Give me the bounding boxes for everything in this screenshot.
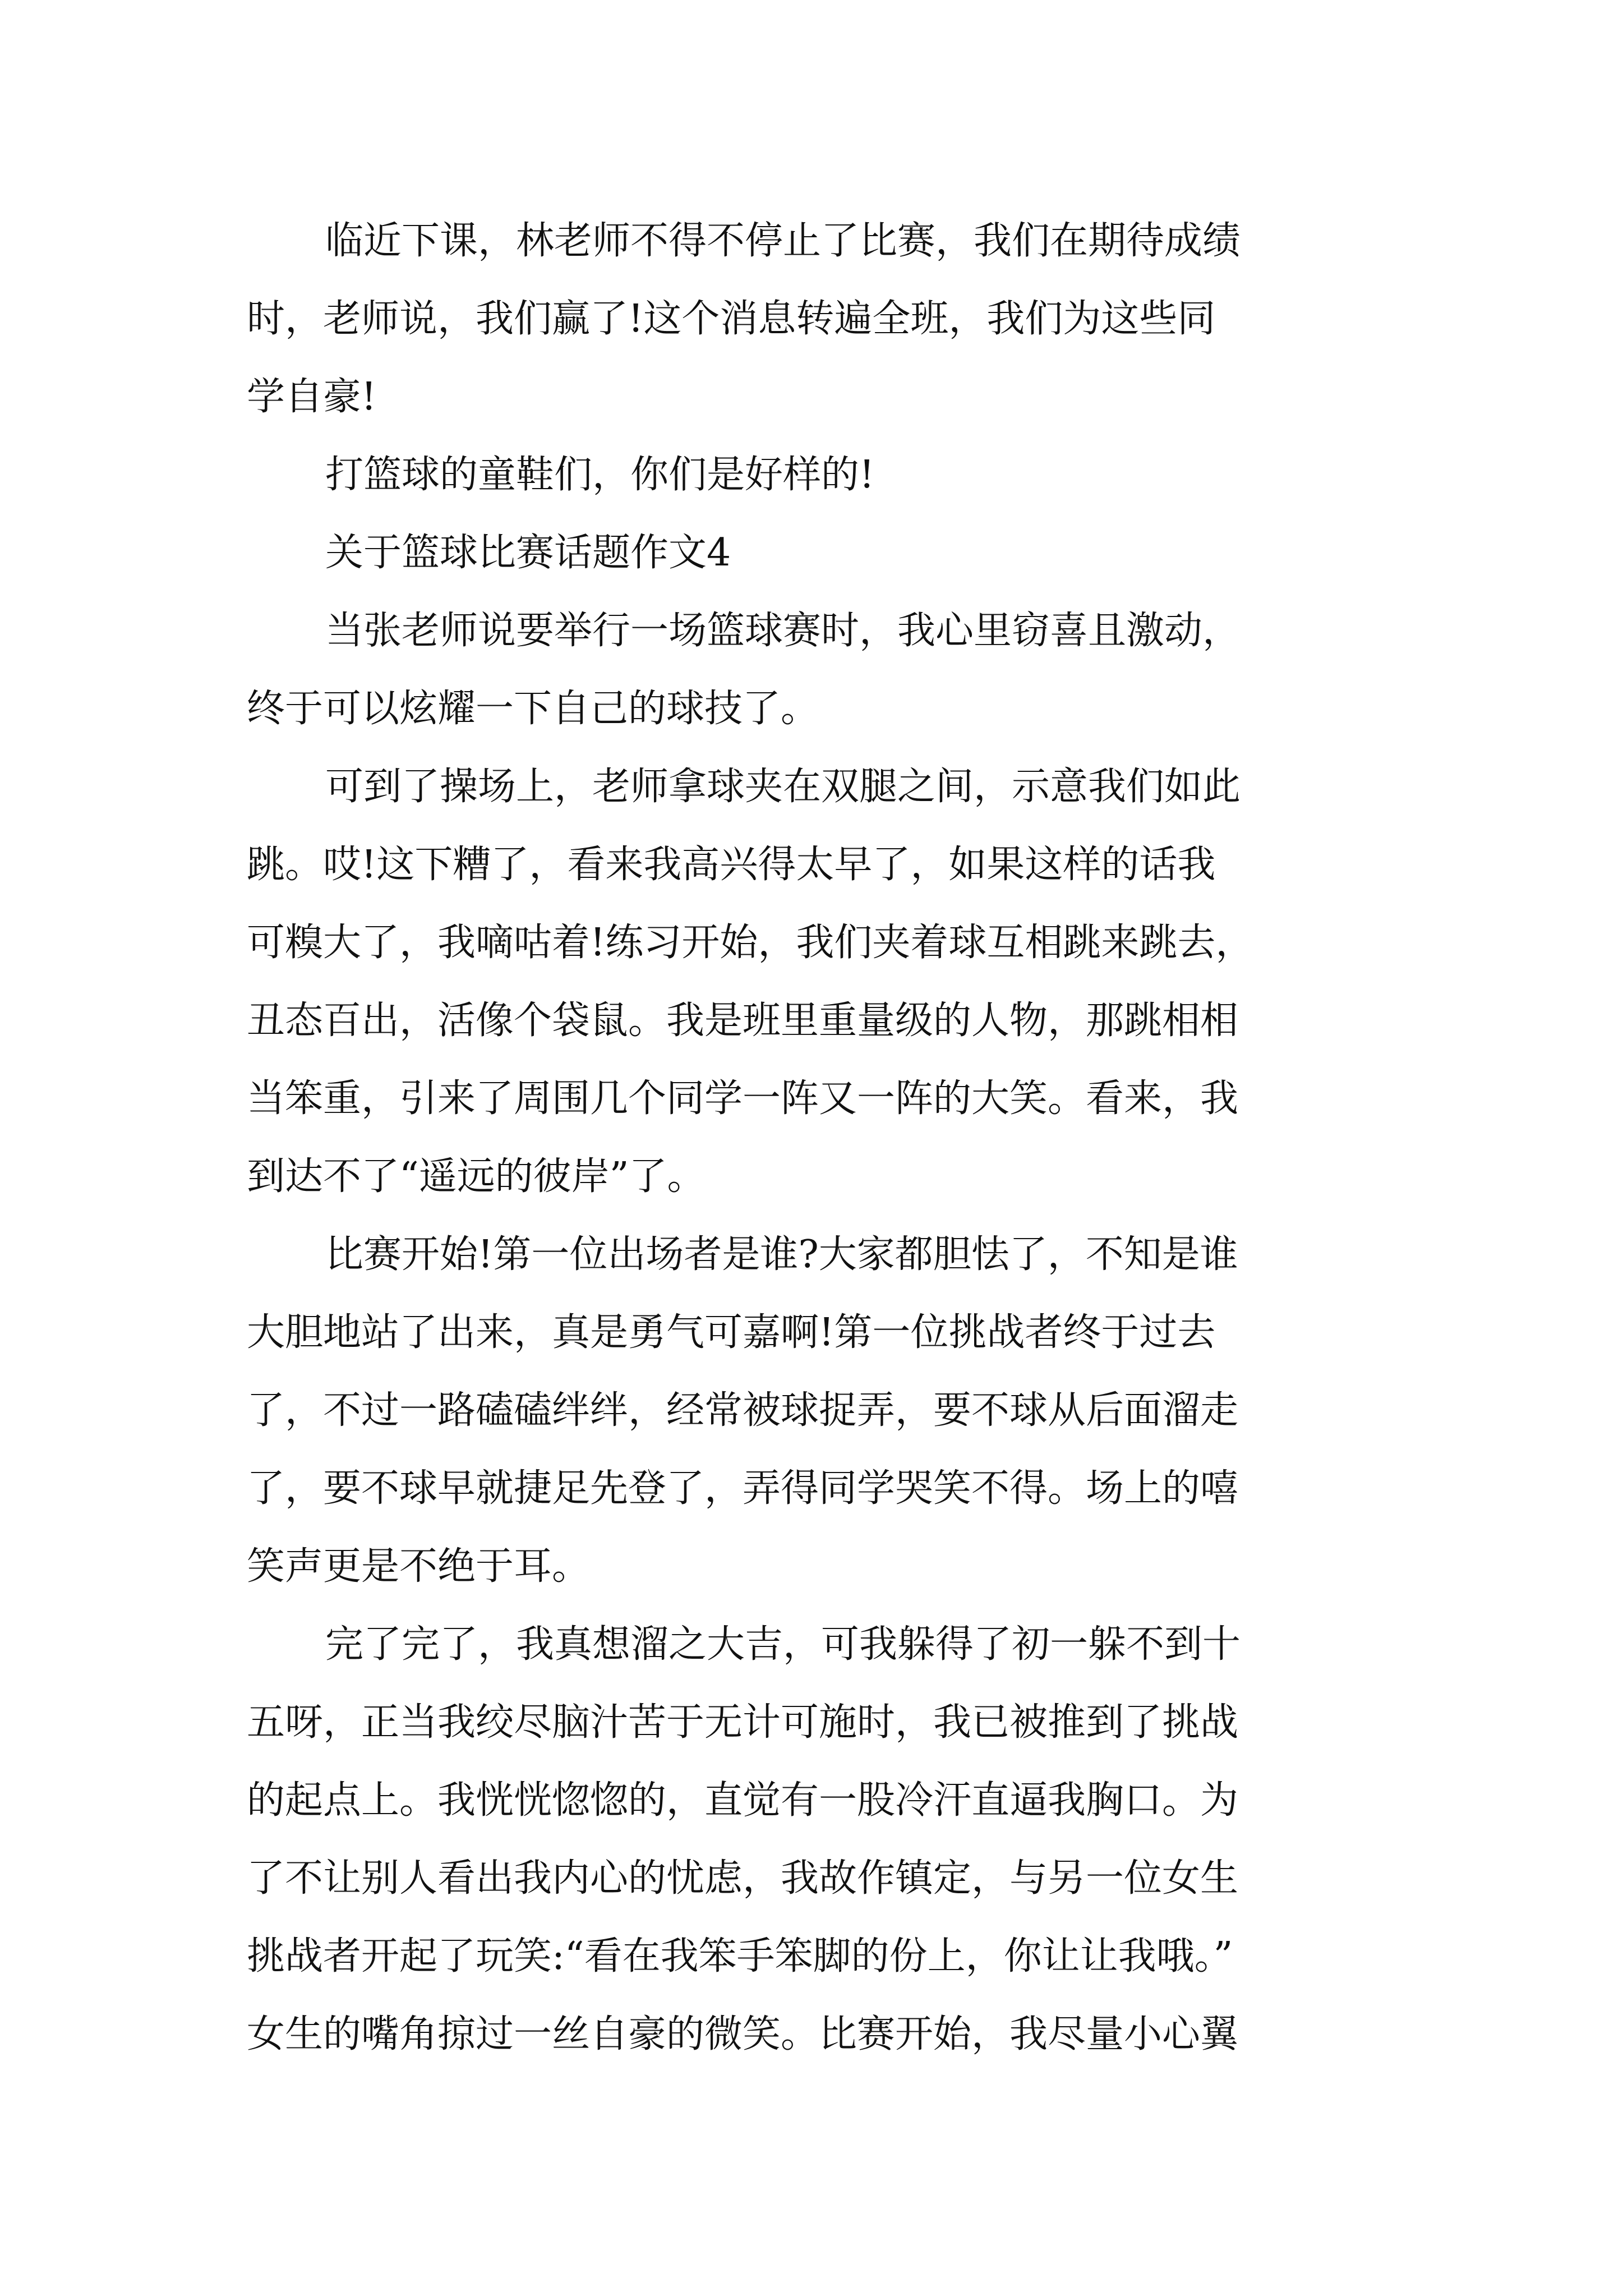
paragraph-line: 挑战者开起了玩笑:“看在我笨手笨脚的份上，你让让我哦。” <box>247 1934 1233 1978</box>
paragraph-line: 终于可以炫耀一下自己的球技了。 <box>247 687 819 731</box>
document-body <box>247 202 1413 2073</box>
paragraph-line: 完了完了，我真想溜之大吉，可我躲得了初一躲不到十 <box>325 1622 1241 1667</box>
paragraph-line: 五呀，正当我绞尽脑汁苦于无计可施时，我已被推到了挑战 <box>247 1700 1239 1745</box>
paragraph-line: 的起点上。我恍恍惚惚的，直觉有一股冷汗直逼我胸口。为 <box>247 1778 1239 1823</box>
paragraph-line: 打篮球的童鞋们，你们是好样的! <box>325 453 875 497</box>
paragraph-line: 时，老师说，我们赢了!这个消息转遍全班，我们为这些同 <box>247 297 1216 341</box>
paragraph-line: 临近下课，林老师不得不停止了比赛，我们在期待成绩 <box>325 219 1241 263</box>
paragraph-line: 当张老师说要举行一场篮球赛时，我心里窃喜且激动， <box>325 609 1241 653</box>
paragraph-line: 女生的嘴角掠过一丝自豪的微笑。比赛开始，我尽量小心翼 <box>247 2012 1239 2056</box>
paragraph-line: 笑声更是不绝于耳。 <box>247 1544 591 1589</box>
paragraph-line: 丑态百出，活像个袋鼠。我是班里重量级的人物，那跳相相 <box>247 999 1239 1043</box>
paragraph-line: 了，要不球早就捷足先登了，弄得同学哭笑不得。场上的嘻 <box>247 1466 1239 1511</box>
section-heading: 关于篮球比赛话题作文4 <box>325 531 731 575</box>
paragraph-line: 大胆地站了出来，真是勇气可嘉啊!第一位挑战者终于过去 <box>247 1310 1216 1355</box>
paragraph-line: 跳。哎!这下糟了，看来我高兴得太早了，如果这样的话我 <box>247 843 1216 887</box>
paragraph-line: 了，不过一路磕磕绊绊，经常被球捉弄，要不球从后面溜走 <box>247 1388 1239 1433</box>
paragraph-line: 当笨重，引来了周围几个同学一阵又一阵的大笑。看来，我 <box>247 1076 1239 1121</box>
paragraph-line: 到达不了“遥远的彼岸”了。 <box>247 1154 706 1199</box>
paragraph-line: 可到了操场上，老师拿球夹在双腿之间，示意我们如此 <box>325 765 1241 809</box>
paragraph-line: 比赛开始!第一位出场者是谁?大家都胆怯了，不知是谁 <box>325 1232 1238 1277</box>
paragraph-line: 了不让别人看出我内心的忧虑，我故作镇定，与另一位女生 <box>247 1856 1239 1901</box>
paragraph-line: 可糗大了，我嘀咕着!练习开始，我们夹着球互相跳来跳去， <box>247 921 1254 965</box>
paragraph-line: 学自豪! <box>247 375 377 419</box>
